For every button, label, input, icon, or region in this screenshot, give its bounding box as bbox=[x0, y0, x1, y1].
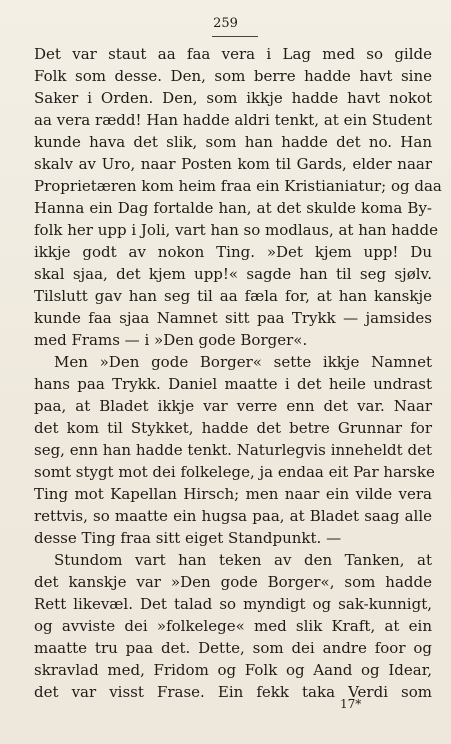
text-line: kunde faa sjaa Namnet sitt paa Trykk — jamsides bbox=[34, 309, 432, 327]
text-line: maatte tru paa det. Dette, som dei andre foor og bbox=[34, 639, 432, 657]
text-line: kunde hava det slik, som han hadde det no. Han bbox=[34, 133, 432, 151]
text-line: somt stygt mot dei folkelege, ja endaa eit Par harske bbox=[34, 463, 435, 481]
text-line: det kom til Stykket, hadde det betre Grunnar for bbox=[34, 419, 432, 437]
text-line: Hanna ein Dag fortalde han, at det skulde koma By- bbox=[34, 199, 432, 217]
text-line: desse Ting fraa sitt eiget Standpunkt. — bbox=[34, 529, 342, 547]
text-line: Men »Den gode Borger« sette ikkje Namnet bbox=[54, 353, 432, 371]
text-line: Rett likevæl. Det talad so myndigt og sak-kunnigt, bbox=[34, 595, 432, 613]
text-line: folk her upp i Joli, vart han so modlaus, at han hadde bbox=[34, 221, 438, 239]
text-line: rettvis, so maatte ein hugsa paa, at Bladet saag alle bbox=[34, 507, 432, 525]
header-rule bbox=[212, 36, 258, 37]
text-line: med Frams — i »Den gode Borger«. bbox=[34, 331, 308, 349]
text-line: det var visst Frase. Ein fekk taka Verdi som bbox=[34, 683, 432, 701]
text-line: Stundom vart han teken av den Tanken, at bbox=[54, 551, 432, 569]
text-line: skravlad med, Fridom og Folk og Aand og Idear, bbox=[34, 661, 432, 679]
text-line: Ting mot Kapellan Hirsch; men naar ein vilde vera bbox=[34, 485, 432, 503]
text-line: aa vera rædd! Han hadde aldri tenkt, at ein Student bbox=[34, 111, 432, 129]
page-number: 259 bbox=[213, 16, 238, 31]
signature-mark: 17* bbox=[340, 697, 362, 711]
text-line: og avviste dei »folkelege« med slik Kraft, at ein bbox=[34, 617, 432, 635]
text-line: Proprietæren kom heim fraa ein Kristianiatur; og daa bbox=[34, 177, 442, 195]
text-line: paa, at Bladet ikkje var verre enn det var. Naar bbox=[34, 397, 432, 415]
text-line: skalv av Uro, naar Posten kom til Gards, elder naar bbox=[34, 155, 432, 173]
text-line: skal sjaa, det kjem upp!« sagde han til seg sjølv. bbox=[34, 265, 432, 283]
text-line: det kanskje var »Den gode Borger«, som hadde bbox=[34, 573, 432, 591]
text-line: Folk som desse. Den, som berre hadde havt sine bbox=[34, 67, 432, 85]
text-line: hans paa Trykk. Daniel maatte i det heile undrast bbox=[34, 375, 432, 393]
text-line: ikkje godt av nokon Ting. »Det kjem upp! Du bbox=[34, 243, 432, 261]
text-line: Tilslutt gav han seg til aa fæla for, at han kanskje bbox=[34, 287, 432, 305]
text-line: Det var staut aa faa vera i Lag med so gilde bbox=[34, 45, 432, 63]
text-line: seg, enn han hadde tenkt. Naturlegvis inneheldt det bbox=[34, 441, 432, 459]
text-line: Saker i Orden. Den, som ikkje hadde havt nokot bbox=[34, 89, 432, 107]
